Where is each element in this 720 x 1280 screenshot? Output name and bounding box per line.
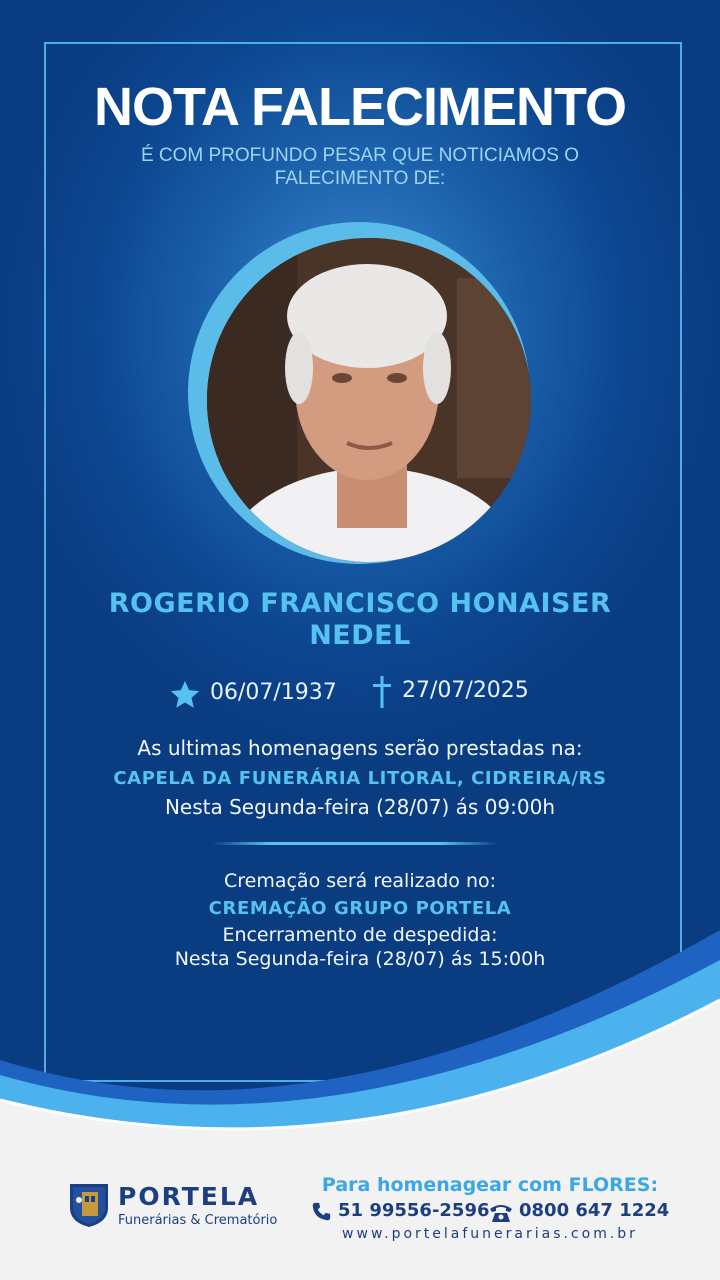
deceased-name bbox=[60, 588, 660, 652]
brand-name: PORTELA bbox=[118, 1182, 260, 1211]
farewell-label: Encerramento de despedida: bbox=[222, 924, 498, 946]
portela-shield-icon bbox=[68, 1180, 110, 1228]
cross-icon bbox=[370, 674, 394, 710]
tribute-time: Nesta Segunda-feira (28/07) ás 09:00h bbox=[164, 795, 556, 819]
star-icon bbox=[168, 678, 202, 712]
phone-icon bbox=[309, 1201, 333, 1223]
cremation-intro: Cremação será realizado no: bbox=[223, 870, 497, 892]
farewell-time: Nesta Segunda-feira (28/07) ás 15:00h bbox=[174, 948, 546, 970]
website-link[interactable]: www.portelafunerarias.com.br bbox=[342, 1226, 638, 1242]
deceased-name-line1: ROGERIO FRANCISCO HONAISER bbox=[108, 588, 612, 619]
brand-subtitle: Funerárias & Crematório bbox=[118, 1213, 278, 1228]
birth-date: 06/07/1937 bbox=[210, 680, 337, 705]
page-title: NOTA FALECIMENTO bbox=[94, 77, 626, 137]
portrait-photo bbox=[207, 238, 531, 562]
dates-row bbox=[0, 672, 720, 712]
divider bbox=[212, 842, 498, 845]
telephone-icon bbox=[488, 1201, 514, 1223]
cremation-place: CREMAÇÃO GRUPO PORTELA bbox=[208, 898, 512, 919]
flowers-cta: Para homenagear com FLORES: bbox=[321, 1174, 659, 1196]
death-date: 27/07/2025 bbox=[402, 678, 529, 703]
deceased-name-line2: NEDEL bbox=[309, 620, 411, 651]
phone-mobile[interactable]: 51 99556-2596 bbox=[338, 1200, 490, 1221]
page-subtitle: É COM PROFUNDO PESAR QUE NOTICIAMOS O FALECIMENTO DE: bbox=[140, 145, 580, 189]
tribute-intro: As ultimas homenagens serão prestadas na: bbox=[137, 736, 583, 760]
phone-toll-free[interactable]: 0800 647 1224 bbox=[519, 1200, 670, 1221]
tribute-place: CAPELA DA FUNERÁRIA LITORAL, CIDREIRA/RS bbox=[113, 768, 607, 789]
